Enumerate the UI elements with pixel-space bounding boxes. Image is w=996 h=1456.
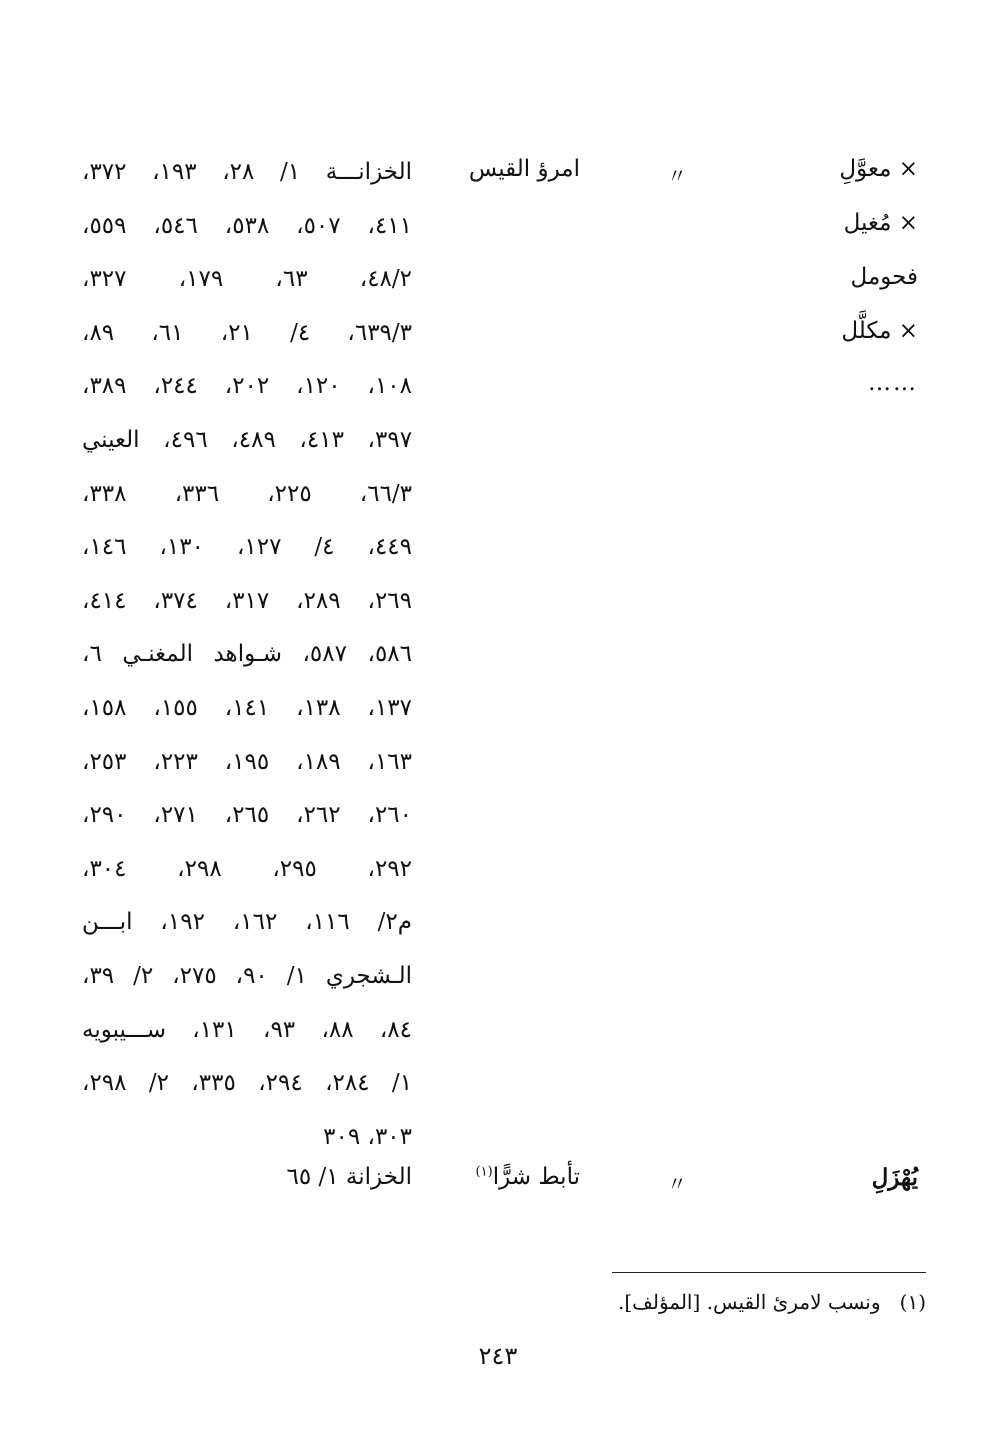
poet-name [440,1164,580,1190]
footnote-marker: (١) [899,1290,926,1314]
footnote-divider [612,1272,926,1273]
ditto-mark: 〃 [667,164,687,188]
rhyme-word-ellipsis: …… [868,370,918,396]
source-line: ٦٦/٣، ٢٢٥، ٣٣٦، ٣٣٨، [82,480,412,507]
source-line: ٨٤، ٨٨، ٩٣، ١٣١، ســـيبويه [82,1016,412,1043]
source-line: ١٦٣، ١٨٩، ١٩٥، ٢٢٣، ٢٥٣، [82,748,412,775]
source-line: ٢٦٠، ٢٦٢، ٢٦٥، ٢٧١، ٢٩٠، [82,802,412,829]
source-line: ٢٦٩، ٢٨٩، ٣١٧، ٣٧٤، ٤١٤، [82,587,412,614]
source-line: ٤٤٩، ٤/ ١٢٧، ١٣٠، ١٤٦، [82,534,412,561]
rhyme-word: × مُغيل [843,210,918,236]
source-line: م٢/ ١١٦، ١٦٢، ١٩٢، ابـــن [82,909,412,936]
footnote [326,1290,926,1314]
ditto-mark: 〃 [667,1172,687,1196]
poet-name: امرؤ القيس [468,156,580,182]
source-line: ١٠٨، ١٢٠، ٢٠٢، ٢٤٤، ٣٨٩، [82,373,412,400]
source-line: ٦٣٩/٣، ٤/ ٢١، ٦١، ٨٩، [82,319,412,346]
source-line: ١/ ٢٨٤، ٢٩٤، ٣٣٥، ٢/ ٢٩٨، [82,1070,412,1097]
source-line: الخزانة ١/ ٦٥ [286,1164,412,1190]
sources-list [82,146,412,1164]
page-number: ٢٤٣ [478,1342,518,1370]
source-line: ٤١١، ٥٠٧، ٥٣٨، ٥٤٦، ٥٥٩، [82,212,412,239]
source-line: الخزانـــة ١/ ٢٨، ١٩٣، ٣٧٢، [82,159,412,185]
source-line: ٥٨٦، ٥٨٧، شـواهد المغنـي ٦، [82,641,412,668]
rhyme-word: فحومل [850,264,918,290]
source-line: ١٣٧، ١٣٨، ١٤١، ١٥٥، ١٥٨، [82,694,412,721]
poet-name-text: تأبط شرًّا [492,1164,580,1190]
source-line: الـشجري ١/ ٩٠، ٢٧٥، ٢/ ٣٩، [82,962,412,989]
source-line: ٤٨/٢، ٦٣، ١٧٩، ٣٢٧، [82,266,412,293]
rhyme-word: × مكلَّل [841,318,918,344]
rhyme-word: × معوَّلِ [839,156,918,182]
footnote-text: ونسب لامرئ القيس. [المؤلف]. [617,1290,881,1314]
source-line: ٣٠٣، ٣٠٩ [323,1123,412,1150]
source-line: ٢٩٢، ٢٩٥، ٢٩٨، ٣٠٤، [82,855,412,882]
source-line: ٣٩٧، ٤١٣، ٤٨٩، ٤٩٦، العيني [82,426,412,453]
rhyme-word: يُهْزَلِ [871,1164,918,1191]
footnote-reference: (١) [475,1164,493,1180]
